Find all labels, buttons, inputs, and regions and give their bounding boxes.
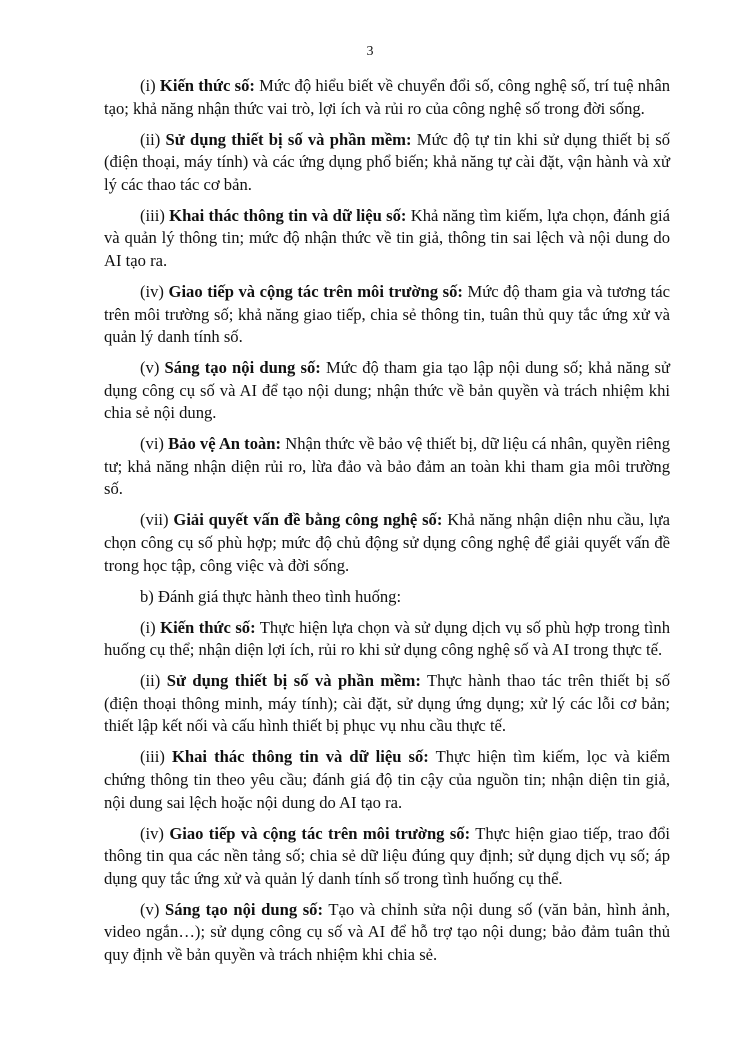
item-text: Thực hiện tìm kiếm, lọc và kiểm chứng thông tin theo yêu cầu; đánh giá độ tin cậy của nguồn tin; nhận diện tin giả, nội dung sai lệch hoặc nội dung do AI tạo ra.	[104, 747, 671, 812]
paragraph	[104, 899, 670, 967]
paragraph	[104, 129, 670, 197]
item-text: Nhận thức về bảo vệ thiết bị, dữ liệu cá nhân, quyền riêng tư; khả năng nhận diện rủi ro, lừa đảo và bảo đảm an toàn khi tham gia môi trường số.	[104, 434, 670, 499]
item-prefix: (v)	[140, 899, 165, 919]
item-term: Giao tiếp và cộng tác trên môi trường số:	[168, 281, 463, 301]
item-term: Khai thác thông tin và dữ liệu số:	[171, 747, 429, 767]
item-text: Mức độ tham gia tạo lập nội dung số; khả năng sử dụng công cụ số và AI để tạo nội dung; nhận thức về bản quyền và trách nhiệm khi chia sẻ nội dung.	[104, 358, 670, 423]
item-term: Khai thác thông tin và dữ liệu số:	[169, 205, 407, 225]
page-number: 3	[366, 44, 374, 59]
item-prefix: (vii)	[140, 510, 174, 530]
paragraph	[104, 433, 670, 501]
item-term: Giải quyết vấn đề bằng công nghệ số:	[173, 510, 443, 530]
page-content	[104, 75, 670, 975]
item-prefix: (ii)	[140, 671, 167, 691]
item-text: Khả năng tìm kiếm, lựa chọn, đánh giá và quản lý thông tin; mức độ nhận thức về tin giả, thông tin sai lệch và nội dung do AI tạo ra.	[104, 205, 670, 270]
item-term: Sử dụng thiết bị số và phần mềm:	[166, 671, 421, 691]
paragraph	[104, 75, 670, 120]
item-term: Sử dụng thiết bị số và phần mềm:	[165, 129, 412, 149]
paragraph	[104, 281, 670, 349]
item-prefix: (iii)	[140, 747, 172, 767]
item-prefix: (i)	[140, 76, 160, 95]
item-term: Kiến thức số:	[159, 76, 255, 95]
item-text: Thực hiện giao tiếp, trao đổi thông tin qua các nền tảng số; chia sẻ dữ liệu đúng quy định; sử dụng dịch vụ số; áp dụng quy tắc ứng xử và quản lý danh tính số trong tình huống cụ thể.	[104, 823, 670, 888]
item-term: Kiến thức số:	[160, 617, 256, 637]
item-prefix: (iii)	[140, 205, 170, 225]
item-text: b) Đánh giá thực hành theo tình huống:	[140, 586, 402, 606]
item-prefix: (ii)	[140, 129, 166, 149]
paragraph	[104, 509, 670, 577]
item-prefix: (iv)	[140, 281, 169, 301]
item-prefix: (iv)	[140, 823, 170, 843]
paragraph	[104, 205, 670, 273]
item-term: Bảo vệ An toàn:	[168, 434, 282, 454]
item-text: Thực hành thao tác trên thiết bị số (điện thoại thông minh, máy tính); cài đặt, sử dụng ứng dụng; xử lý các lỗi cơ bản; thiết lập kết nối và cấu hình thiết bị phục vụ nhu cầu thực tế.	[104, 671, 671, 736]
item-text: Mức độ tham gia và tương tác trên môi trường số; khả năng giao tiếp, chia sẻ thông tin, tuân thủ quy tắc ứng xử và quản lý danh tính số.	[104, 281, 670, 347]
paragraph	[104, 357, 670, 425]
item-prefix: (v)	[140, 358, 165, 378]
item-text: Mức độ tự tin khi sử dụng thiết bị số (điện thoại, máy tính) và các ứng dụng phổ biến; khả năng tự cài đặt, vận hành và xử lý các thao tác cơ bản.	[104, 129, 671, 194]
item-term: Sáng tạo nội dung số:	[164, 899, 324, 919]
item-term: Giao tiếp và cộng tác trên môi trường số:	[169, 823, 471, 843]
paragraph	[104, 617, 670, 662]
item-prefix: (i)	[140, 617, 161, 637]
item-text: Thực hiện lựa chọn và sử dụng dịch vụ số phù hợp trong tình huống cụ thể; nhận diện lợi ích, rủi ro khi sử dụng công nghệ số và AI trong thực tế.	[104, 617, 671, 660]
item-text: Tạo và chỉnh sửa nội dung số (văn bản, hình ảnh, video ngắn…); sử dụng công cụ số và AI để hỗ trợ tạo nội dung; bảo đảm tuân thủ quy định về bản quyền và trách nhiệm khi chia sẻ.	[104, 899, 670, 964]
paragraph	[104, 823, 670, 891]
paragraph	[104, 746, 670, 814]
item-text: Khả năng nhận diện nhu cầu, lựa chọn công cụ số phù hợp; mức độ chủ động sử dụng công nghệ để giải quyết vấn đề trong học tập, công việc và đời sống.	[104, 510, 670, 575]
section-heading	[104, 586, 670, 609]
item-term: Sáng tạo nội dung số:	[164, 358, 321, 378]
paragraph	[104, 670, 670, 738]
item-prefix: (vi)	[140, 434, 169, 454]
item-text: Mức độ hiểu biết về chuyển đổi số, công nghệ số, trí tuệ nhân tạo; khả năng nhận thức vai trò, lợi ích và rủi ro của công nghệ số trong đời sống.	[104, 76, 670, 118]
